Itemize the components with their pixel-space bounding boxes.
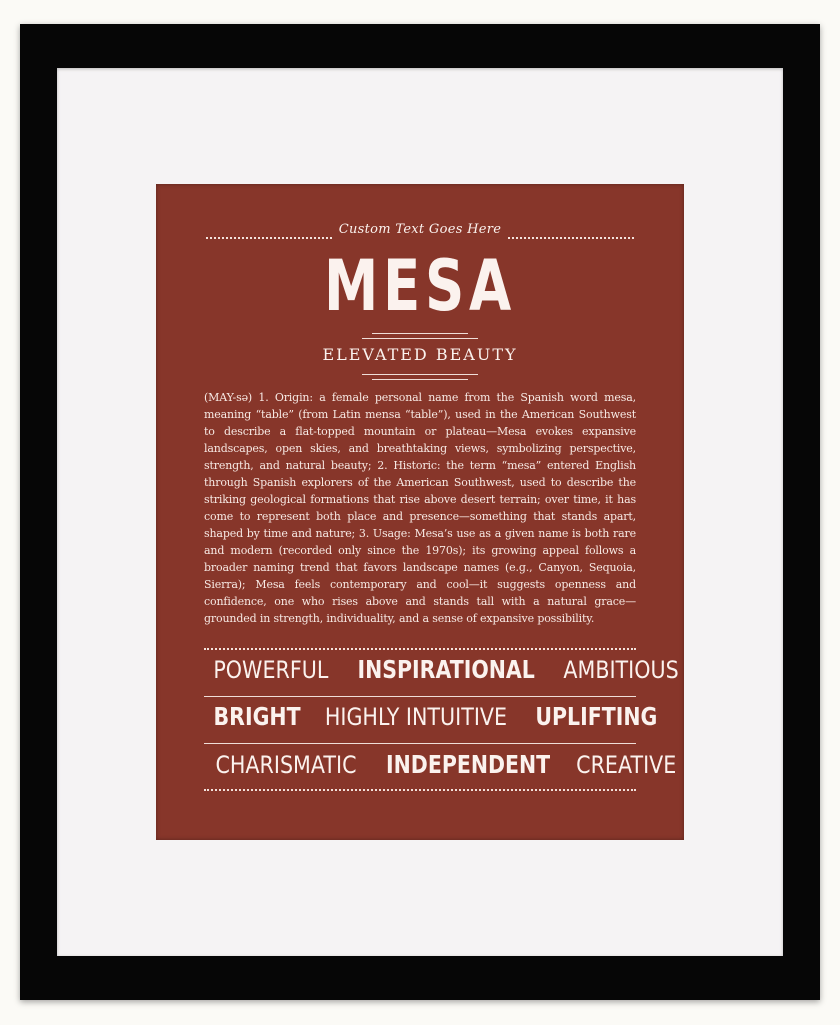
dotted-divider-traits-top <box>204 648 636 650</box>
dotted-divider-right <box>508 237 634 239</box>
tagline-rule-bottom-2 <box>372 379 468 380</box>
dotted-divider-traits-bottom <box>204 789 636 791</box>
trait-row-1 <box>204 655 679 684</box>
trait-word: UPLIFTING <box>535 702 658 731</box>
name-art-print <box>156 184 684 840</box>
trait-word: CHARISMATIC <box>215 751 357 779</box>
tagline-rule-bottom-1 <box>362 374 478 375</box>
trait-word: CREATIVE <box>576 751 677 779</box>
name-definition: (MAY-sə) 1. Origin: a female personal name from the Spanish word mesa, meaning “table” (from Latin mensa “table”), used in the American Southwest to describe a flat-topped mountain or plateau—Mesa evokes expansive landscapes, open skies, and breathtaking views, symbolizing perspective, strength, and natural beauty; 2. Historic: the term “mesa” entered English through Spanish explorers of the American Southwest, used to describe the striking geological formations that rise above desert terrain; over time, it has come to represent both place and presence—something that stands apart, shaped by time and nature; 3. Usage: Mesa’s use as a given name is both rare and modern (recorded only since the 1970s); its growing appeal follows a broader naming trend that favors landscape names (e.g., Canyon, Sequoia, Sierra); Mesa feels contemporary and cool—it suggests openness and confidence, one who rises above and stands tall with a natural grace—grounded in strength, individuality, and a sense of expansive possibility. <box>204 391 636 625</box>
trait-row-3 <box>204 750 677 779</box>
trait-word: INDEPENDENT <box>385 750 551 779</box>
trait-word: AMBITIOUS <box>563 656 679 684</box>
trait-word: POWERFUL <box>213 656 329 684</box>
custom-text: Custom Text Goes Here <box>338 222 502 237</box>
name-meaning-tagline: ELEVATED BEAUTY <box>322 345 518 364</box>
trait-row-2 <box>204 702 658 731</box>
tagline-rule-top-2 <box>362 338 478 339</box>
tagline-rule-top-1 <box>372 333 468 334</box>
dotted-divider-left <box>206 237 332 239</box>
trait-word: BRIGHT <box>213 702 301 731</box>
trait-word: INSPIRATIONAL <box>357 655 535 684</box>
trait-word: HIGHLY INTUITIVE <box>324 703 508 731</box>
name-title: MESA <box>324 245 516 327</box>
trait-row-divider-1 <box>204 696 636 697</box>
trait-row-divider-2 <box>204 743 636 744</box>
